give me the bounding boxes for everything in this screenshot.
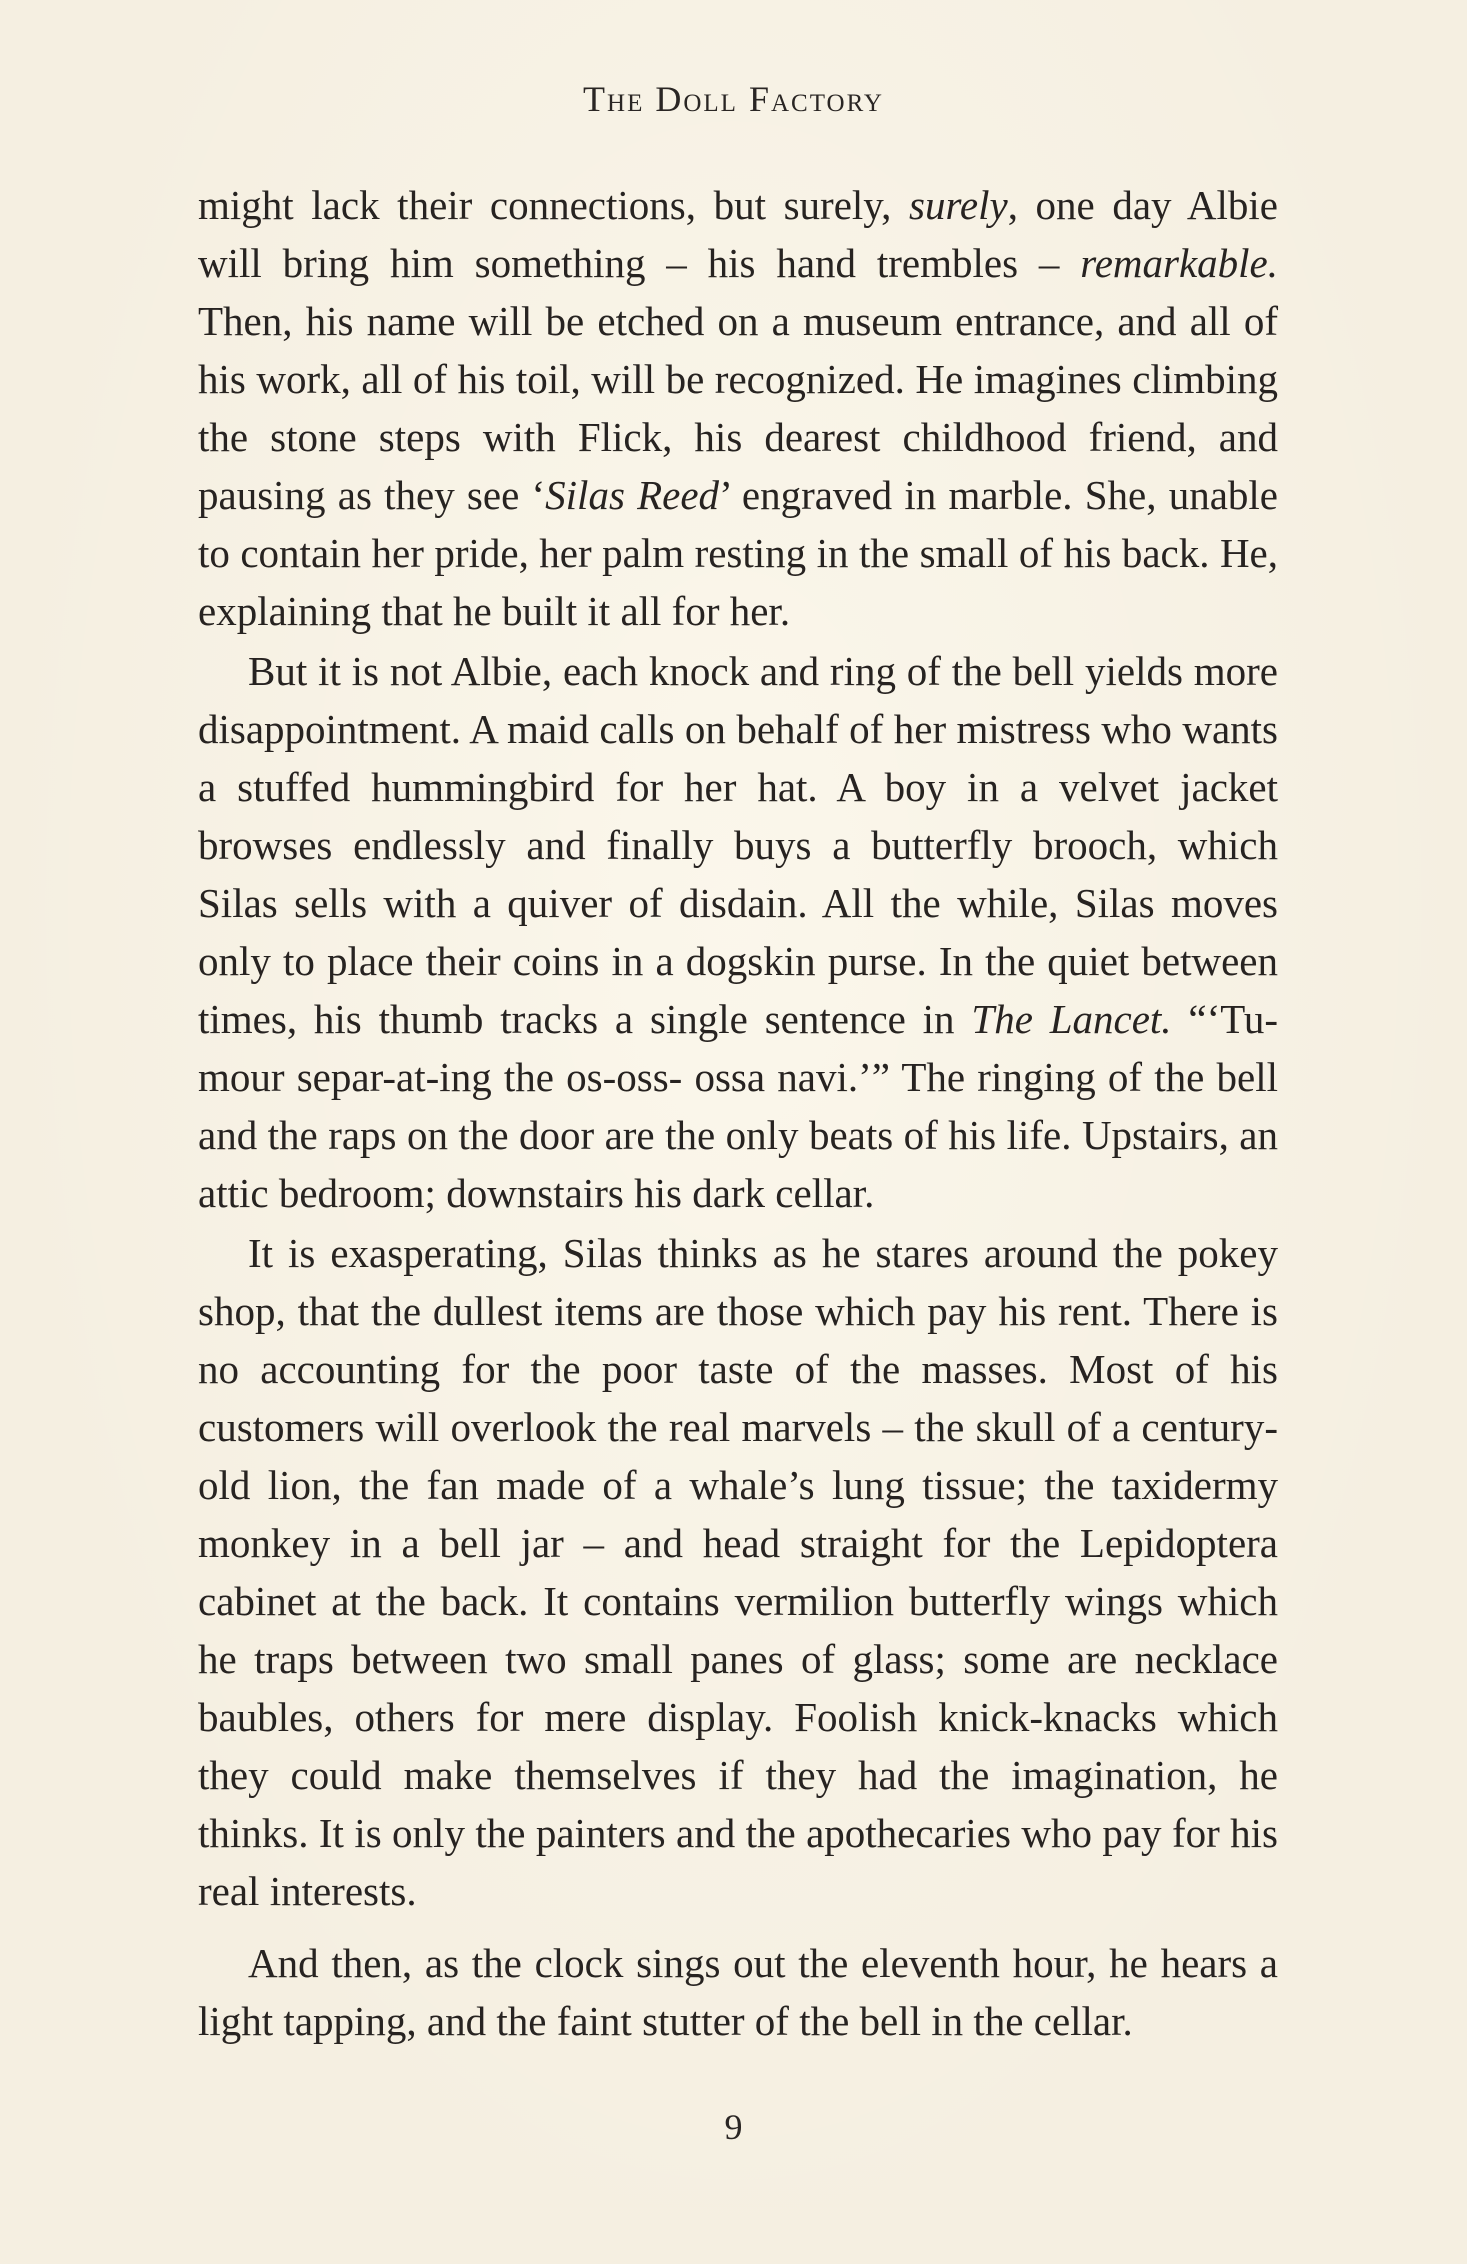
paragraph-1 bbox=[198, 176, 1278, 640]
text-segment: And then, as the clock sings out the eleventh hour, he hears a light tapping, and the faint stutter of the bell in the cellar. bbox=[198, 1940, 1278, 2044]
page-number: 9 bbox=[724, 2107, 743, 2147]
running-title: The Doll Factory bbox=[583, 79, 884, 119]
italic-segment: surely bbox=[909, 182, 1008, 228]
body-text bbox=[198, 176, 1278, 2050]
italic-segment: The Lancet. bbox=[971, 996, 1172, 1042]
paragraph-3 bbox=[198, 1224, 1278, 1920]
italic-segment: remarkable. bbox=[1080, 240, 1278, 286]
text-segment: ’ engraved in marble. She, unable to contain her pride, her palm resting in the small of his back. He, explaining that he built it all for her. bbox=[198, 472, 1278, 634]
text-segment: might lack their connections, but surely, bbox=[198, 182, 909, 228]
paragraph-4 bbox=[198, 1934, 1278, 2050]
text-segment: But it is not Albie, each knock and ring of the bell yields more disappointment. A maid calls on behalf of her mistress who wants a stuffed hummingbird for her hat. A boy in a velvet jacket browses endlessly and finally buys a butterfly brooch, which Silas sells with a quiver of disdain. All the while, Silas moves only to place their coins in a dogskin purse. In the quiet between times, his thumb tracks a single sentence in bbox=[198, 648, 1278, 1042]
italic-segment: Silas Reed bbox=[545, 472, 720, 518]
text-segment: It is exasperating, Silas thinks as he stares around the pokey shop, that the dullest items are those which pay his rent. There is no accounting for the poor taste of the masses. Most of his customers will overlook the real marvels – the skull of a century-old lion, the fan made of a whale’s lung tissue; the taxidermy monkey in a bell jar – and head straight for the Lepidoptera cabinet at the back. It contains vermilion butterfly wings which he traps between two small panes of glass; some are necklace baubles, others for mere display. Foolish knick-knacks which they could make themselves if they had the imagination, he thinks. It is only the painters and the apothecaries who pay for his real interests. bbox=[198, 1230, 1278, 1914]
paragraph-2 bbox=[198, 642, 1278, 1222]
text-segment: “‘Tu-mour separ-at-ing the os-oss- ossa navi.’” The ringing of the bell and the raps on the door are the only beats of his life. Upstairs, an attic bedroom; downstairs his dark cellar. bbox=[198, 996, 1278, 1216]
text-segment: , one day Albie will bring him something – his hand trembles – bbox=[198, 182, 1278, 286]
text-segment: Then, his name will be etched on a museum entrance, and all of his work, all of his toil, will be recognized. He imagines climbing the stone steps with Flick, his dearest childhood friend, and pausing as they see ‘ bbox=[198, 298, 1278, 518]
